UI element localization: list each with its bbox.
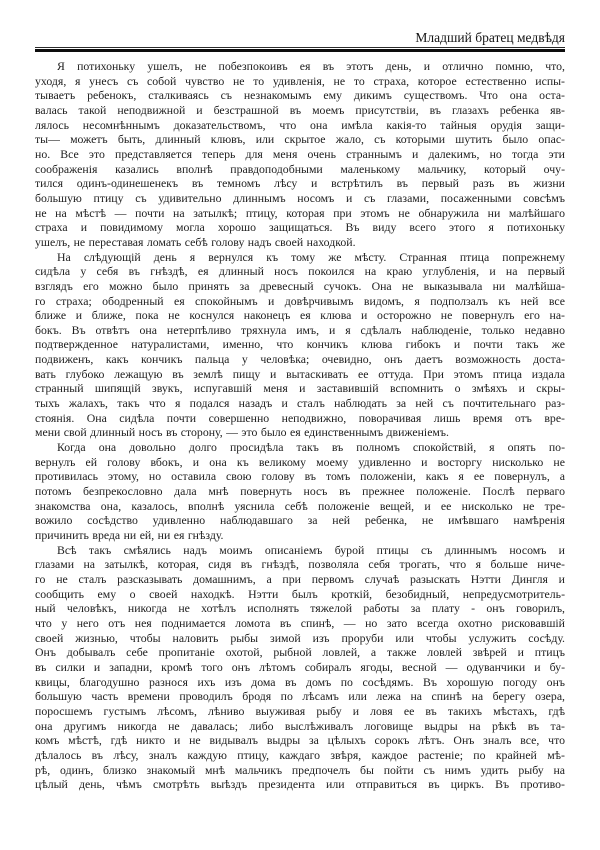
text-line: ты— можетъ быть, длинный клювъ, или скрытое жало, съ которыми шутить было опас- [35,132,565,147]
text-line: подвиженъ, какъ кончикъ пальца у человѣка; очевидно, онъ даетъ возможность доста- [35,352,565,367]
text-line: комъ мѣстѣ, гдѣ никто и не видывалъ выдры за цѣлыхъ сорокъ лѣтъ. Онъ зналъ все, что [35,733,565,748]
text-line: Онъ добывалъ себе пропитаніе охотой, рыбной ловлей, а также ловлей звѣрей и птицъ [35,645,565,660]
text-line: цѣлый день, чѣмъ смотрѣть выѣздъ президента или отправиться въ циркъ. Въ противо- [35,777,565,792]
text-line: рѣ, одинъ, близко знакомый мнѣ мальчикъ предпочелъ бы пойти съ нимъ удить рыбу на [35,762,565,777]
text-line: го страха; ободренный ея спокойнымъ и довѣрчивымъ видомъ, я подползалъ къ ней все [35,293,565,308]
document-body [35,59,565,792]
text-line: ушелъ, не переставая ломать себѣ голову надъ своей находкой. [35,234,356,249]
page-header [35,0,565,52]
text-line: взглядъ его можно было принять за древесный сучокъ. Она не выказывала ни малѣйша- [35,278,565,293]
paragraph [35,440,565,543]
text-line: квицы, благодушно разнося ихъ изъ дома въ домъ по сосѣдямъ. Въ хорошую погоду онъ [35,674,565,689]
text-line: своей жизнью, чтобы наловить рыбы зимой изъ проруби или чтобы услужить сосѣду. [35,630,565,645]
text-line: дѣлалось въ лѣсу, зналъ каждую птицу, каждаго звѣря, каждое растеніе; по крайней мѣ- [35,747,565,762]
header-rule [35,49,565,52]
text-line: вать глубоко лежащую въ землѣ пищу и вытаскивать ее оттуда. При этомъ птица издала [35,366,565,381]
text-line: вернулъ ей голову вбокъ, и она къ великому моему удивленно и восторгу нисколько не [35,454,565,469]
text-line: подтвержденное натуралистами, именно, что кончикъ клюва гибокъ и почти такъ же [35,337,565,352]
text-line: Всѣ такъ смѣялись надъ моимъ описаніемъ бурой птицы съ длиннымъ носомъ и [57,542,565,557]
text-line: знакомства она, казалось, вполнѣ уяснила себѣ положеніе вещей, и ее нисколько не тре- [35,498,565,513]
text-line: противилась этому, но оставила свою голову въ томъ положеніи, какъ я ее повернулъ, а [35,469,565,484]
text-line: поросшемъ густымъ лѣсомъ, лѣниво выуживая рыбу и ловя ее въ такихъ мѣстахъ, гдѣ [35,703,565,718]
text-line: но. Все это представляется теперь для меня очень страннымъ и далекимъ, но тогда эти [35,146,565,161]
text-line: стоянія. Она сидѣла почти совершенно неподвижно, поворачивая лишь время отъ вре- [35,410,565,425]
text-line: Когда она довольно долго просидѣла такъ въ полномъ спокойствій, я опять по- [57,440,565,455]
text-line: потомъ безпрекословно дала мнѣ повернуть носъ въ прежнее положеніе. Послѣ перваго [35,484,565,499]
text-line: вожило сосѣдство удивленно наблюдавшаго за ней ребенка, не имѣвшаго намѣренія [35,513,565,528]
text-line: странный шипящій звукъ, испугавшій меня и заставившій вспомнить о змѣяхъ и скры- [35,381,565,396]
text-line: не на мѣстѣ — почти на затылкѣ; птицу, которая при этомъ не обнаружила ни малѣйшаго [35,205,565,220]
paragraph [35,543,565,792]
text-line: ближе и ближе, пока не коснулся наконецъ ея клюва и осторожно не повернулъ его на- [35,308,565,323]
text-line: причинить вреда ни ей, ни ея гнѣзду. [35,528,224,542]
text-line: глазами на затылкѣ, которая, сидя въ гнѣздѣ, позволяла себя трогать, что я больше ниче- [35,557,565,572]
text-line: тыхъ жалахъ, такъ что я подался назадъ и сталъ наблюдать за ней съ почтительнаго раз- [35,396,565,411]
text-line: тываетъ ребенокъ, сталкиваясь съ незнакомымъ ему дикимъ существомъ. Что она оста- [35,88,565,103]
text-line: страха и повидимому могла хорошо защищаться. Въ виду всего этого я потихоньку [35,220,565,235]
paragraph [35,59,565,250]
text-line: мени свой длинный носъ въ сторону, — это было ея единственнымъ движеніемъ. [35,425,449,440]
text-line: въ силки и западни, кромѣ того онъ лѣтомъ собиралъ ягоды, весной — одуванчики и бу- [35,659,565,674]
text-line: она другимъ никогда не давалась; либо выслѣживалъ логовище выдры на рѣкѣ въ та- [35,718,565,733]
text-line: На слѣдующій день я вернулся къ тому же мѣсту. Странная птица попрежнему [57,249,565,264]
text-line: валась такой неподвижной и безстрашной въ моемъ присутствіи, въ глазахъ ребенка яв- [35,102,565,117]
text-line: уходя, я унесъ съ собой чувство не то удивленія, не то страха, которое естественно испы- [35,73,565,88]
text-line: большую часть времени проводилъ бродя по лѣсамъ или лежа на спинѣ на берегу озера, [35,689,565,704]
text-line: большую птицу съ удивительно длиннымъ носомъ и съ глазами, посаженными совсѣмъ [35,190,565,205]
text-line: сообщить ему о своей находкѣ. Нэтти былъ кроткій, безобидный, непредусмотритель- [35,586,565,601]
text-line: тился одинъ-одинешенекъ въ темномъ лѣсу и встрѣтилъ въ первый разъ въ жизни [35,176,565,191]
text-line: ный человѣкъ, никогда не хотѣлъ исполнять тяжелой работы за плату - онъ говорилъ, [35,601,565,616]
text-line: что у него отъ нея поднимается ломота въ спинѣ, — но зато всегда охотно рисковавшій [35,615,565,630]
text-line: бокъ. Въ отвѣтъ она нетерпѣливо тряхнула имъ, и я сдѣлалъ наблюденіе, только недавно [35,322,565,337]
running-head-title: Младший братец медвѣдя [35,30,565,48]
text-line: го не сталъ разсказывать домашнимъ, а при первомъ случаѣ разыскать Нэтти Дингля и [35,571,565,586]
paragraph [35,250,565,441]
text-line: соображенія казались вполнѣ правдоподобными маленькому мальчику, который очу- [35,161,565,176]
text-line: сидѣла у себя въ гнѣздѣ, ея длинный носъ покоился на краю углубленія, и на первый [35,264,565,279]
text-line: Я потихоньку ушелъ, не побезпокоивъ ея въ этотъ день, и отлично помню, что, [57,59,565,73]
text-line: лялось несомнѣннымъ доказательствомъ, что она имѣла какія-то тайныя орудія защи- [35,117,565,132]
page-content [35,0,565,792]
